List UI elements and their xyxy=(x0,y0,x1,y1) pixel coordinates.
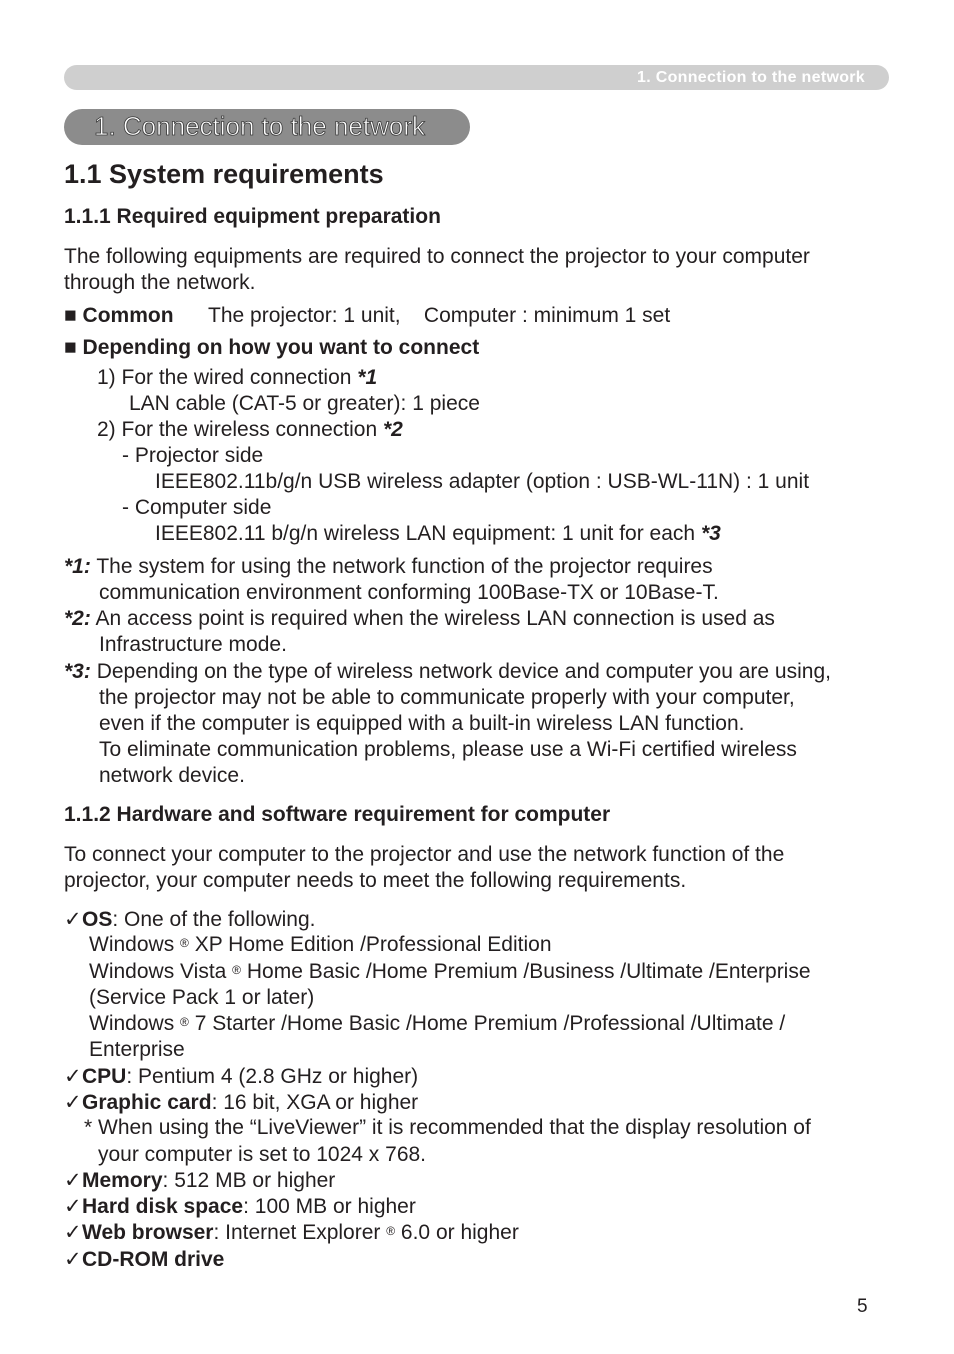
hdd-label: Hard disk space xyxy=(82,1195,244,1218)
checkmark-icon: ✓ xyxy=(64,1221,82,1244)
checkmark-icon: ✓ xyxy=(64,1195,82,1218)
req-cpu xyxy=(64,1064,418,1090)
req-memory xyxy=(64,1168,335,1194)
note-3-line-2: the projector may not be able to communicate properly with your computer, xyxy=(99,686,795,709)
checkmark-icon: ✓ xyxy=(64,1248,82,1271)
req-cd-rom xyxy=(64,1247,224,1273)
os-xp-prefix: Windows xyxy=(89,933,181,956)
wireless-ref: *2 xyxy=(382,418,403,441)
os-text: : One of the following. xyxy=(112,908,316,931)
note-3-line-5: network device. xyxy=(99,764,245,787)
gpu-text: : 16 bit, XGA or higher xyxy=(211,1091,419,1114)
gpu-note-line-1: * When using the “LiveViewer” it is recommended that the display resolution of xyxy=(84,1116,811,1139)
req-web-browser xyxy=(64,1220,519,1246)
os-windows-vista xyxy=(89,959,811,985)
os-7-editions: 7 Starter /Home Basic /Home Premium /Professional /Ultimate / xyxy=(188,1012,786,1035)
note-2-label: *2: xyxy=(64,607,91,630)
web-text-version: 6.0 or higher xyxy=(395,1221,519,1244)
hdd-text: : 100 MB or higher xyxy=(243,1195,416,1218)
note-3 xyxy=(64,659,831,685)
common-row xyxy=(64,303,174,329)
depending-row xyxy=(64,335,479,361)
note-3-label: *3: xyxy=(64,660,91,683)
cpu-text: : Pentium 4 (2.8 GHz or higher) xyxy=(126,1065,419,1088)
section-title: 1.1 System requirements xyxy=(64,159,384,189)
subsection-title-hardware: 1.1.2 Hardware and software requirement for computer xyxy=(64,803,611,826)
wired-text: 1) For the wired connection xyxy=(97,366,358,389)
equipment-intro-line-2: through the network. xyxy=(64,271,256,294)
equipment-intro-line-1: The following equipments are required to connect the projector to your computer xyxy=(64,245,810,268)
wired-connection xyxy=(97,365,377,391)
depending-label: Depending on how you want to connect xyxy=(82,336,480,359)
note-1 xyxy=(64,554,713,580)
cd-label: CD-ROM drive xyxy=(82,1248,225,1271)
running-header-bar xyxy=(64,65,889,90)
os-vista-sp: (Service Pack 1 or later) xyxy=(89,986,315,1009)
note-3-line-3: even if the computer is equipped with a built-in wireless LAN function. xyxy=(99,712,745,735)
projector-side: - Projector side xyxy=(122,444,264,467)
os-vista-editions: Home Basic /Home Premium /Business /Ultimate /Enterprise xyxy=(241,960,811,983)
memory-text: : 512 MB or higher xyxy=(162,1169,336,1192)
note-2-line-1: An access point is required when the wireless LAN connection is used as xyxy=(90,607,775,630)
note-2 xyxy=(64,606,775,632)
checkmark-icon: ✓ xyxy=(64,1169,82,1192)
req-graphic-card xyxy=(64,1090,418,1116)
chapter-title: 1. Connection to the network xyxy=(94,111,425,141)
os-7-enterprise: Enterprise xyxy=(89,1038,185,1061)
subsection-title-equipment: 1.1.1 Required equipment preparation xyxy=(64,205,441,228)
req-os xyxy=(64,907,315,933)
page-number: 5 xyxy=(857,1296,868,1317)
hardware-intro-line-2: projector, your computer needs to meet the following requirements. xyxy=(64,869,687,892)
wireless-connection xyxy=(97,417,403,443)
os-windows-xp xyxy=(89,932,552,958)
web-label: Web browser xyxy=(82,1221,214,1244)
common-text: The projector: 1 unit, Computer : minimum 1 set xyxy=(208,304,671,327)
gpu-note-line-2: your computer is set to 1024 x 768. xyxy=(98,1143,427,1166)
registered-mark: ® xyxy=(180,1015,189,1029)
hardware-intro-line-1: To connect your computer to the projector and use the network function of the xyxy=(64,843,785,866)
note-2-line-2: Infrastructure mode. xyxy=(99,633,287,656)
note-1-line-2: communication environment conforming 100Base-TX or 10Base-T. xyxy=(99,581,719,604)
computer-item xyxy=(155,521,721,547)
computer-ref: *3 xyxy=(700,522,721,545)
checkmark-icon: ✓ xyxy=(64,1065,82,1088)
os-7-prefix: Windows xyxy=(89,1012,181,1035)
wired-ref: *1 xyxy=(357,366,378,389)
note-1-label: *1: xyxy=(64,555,91,578)
gpu-label: Graphic card xyxy=(82,1091,212,1114)
registered-mark: ® xyxy=(232,963,242,977)
projector-item: IEEE802.11b/g/n USB wireless adapter (option : USB-WL-11N) : 1 unit xyxy=(155,470,810,493)
note-3-line-4: To eliminate communication problems, please use a Wi-Fi certified wireless xyxy=(99,738,797,761)
running-header-title: 1. Connection to the network xyxy=(637,69,865,86)
registered-mark: ® xyxy=(386,1224,396,1238)
req-hard-disk xyxy=(64,1194,416,1220)
web-text-prefix: : Internet Explorer xyxy=(213,1221,387,1244)
checkmark-icon: ✓ xyxy=(64,908,82,931)
computer-item-text: IEEE802.11 b/g/n wireless LAN equipment: 1 unit for each xyxy=(155,522,701,545)
registered-mark: ® xyxy=(180,936,189,950)
checkmark-icon: ✓ xyxy=(64,1091,82,1114)
os-vista-prefix: Windows Vista xyxy=(89,960,233,983)
os-windows-7 xyxy=(89,1011,785,1037)
chapter-heading xyxy=(64,109,470,145)
bullet-square-icon: ■ xyxy=(64,336,77,359)
os-xp-editions: XP Home Edition /Professional Edition xyxy=(188,933,552,956)
memory-label: Memory xyxy=(82,1169,163,1192)
computer-side: - Computer side xyxy=(122,496,272,519)
wired-item: LAN cable (CAT-5 or greater): 1 piece xyxy=(129,392,480,415)
wireless-text: 2) For the wireless connection xyxy=(97,418,383,441)
cpu-label: CPU xyxy=(82,1065,127,1088)
note-3-line-1: Depending on the type of wireless network device and computer you are using, xyxy=(90,660,831,683)
common-label: Common xyxy=(82,304,174,327)
note-1-line-1: The system for using the network function of the projector requires xyxy=(90,555,713,578)
os-label: OS xyxy=(82,908,113,931)
bullet-square-icon: ■ xyxy=(64,304,77,327)
